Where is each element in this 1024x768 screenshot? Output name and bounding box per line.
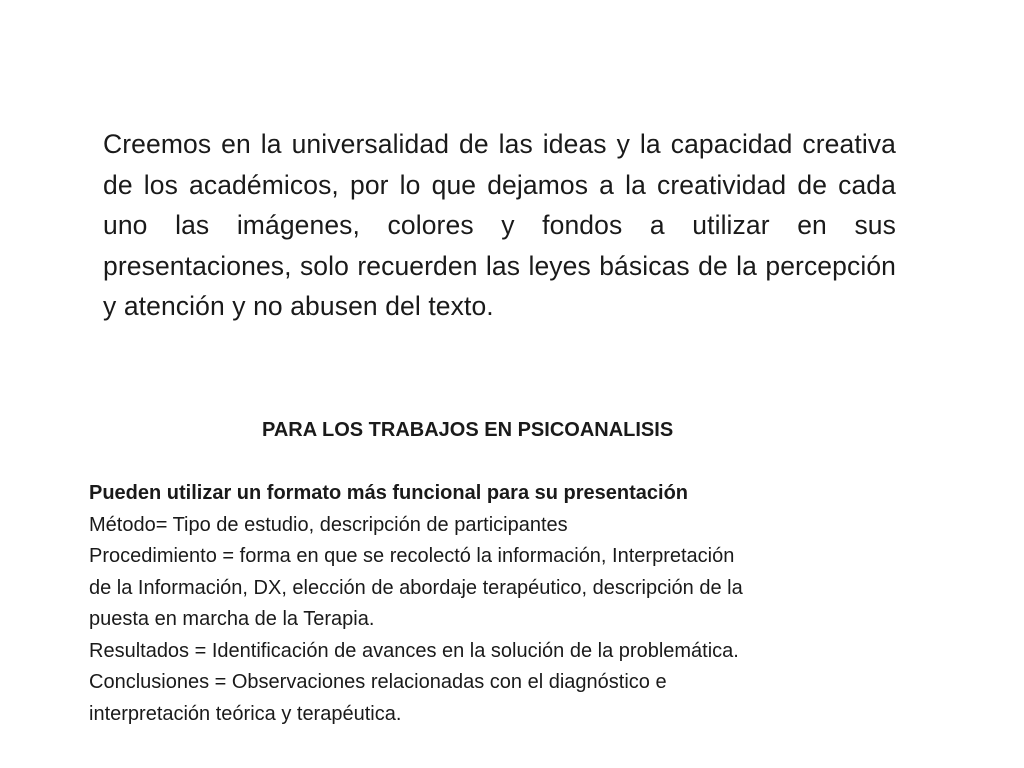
details-line-procedimiento-1: Procedimiento = forma en que se recolectó la información, Interpretación (89, 545, 735, 567)
details-line-conclusiones-2: interpretación teórica y terapéutica. (89, 702, 402, 725)
details-line-procedimiento-3: puesta en marcha de la Terapia. (89, 608, 375, 630)
details-block (89, 478, 879, 730)
details-line-procedimiento-2: de la Información, DX, elección de abordaje terapéutico, descripción de la (89, 576, 743, 599)
details-line-conclusiones-1: Conclusiones = Observaciones relacionadas con el diagnóstico e (89, 671, 667, 693)
details-intro-line: Pueden utilizar un formato más funcional para su presentación (89, 482, 689, 504)
details-line-resultados: Resultados = Identificación de avances en la solución de la problemática. (89, 639, 739, 662)
intro-paragraph: Creemos en la universalidad de las ideas y la capacidad creativa de los académicos, por lo que dejamos a la creatividad de cada uno las imágenes, colores y fondos a utilizar en sus presentaciones, solo recuerden las leyes básicas de la percepción y atención y no abusen del texto. (103, 129, 896, 321)
details-line-metodo: Método= Tipo de estudio, descripción de participantes (89, 513, 568, 536)
section-heading: PARA LOS TRABAJOS EN PSICOANALISIS (262, 419, 674, 441)
